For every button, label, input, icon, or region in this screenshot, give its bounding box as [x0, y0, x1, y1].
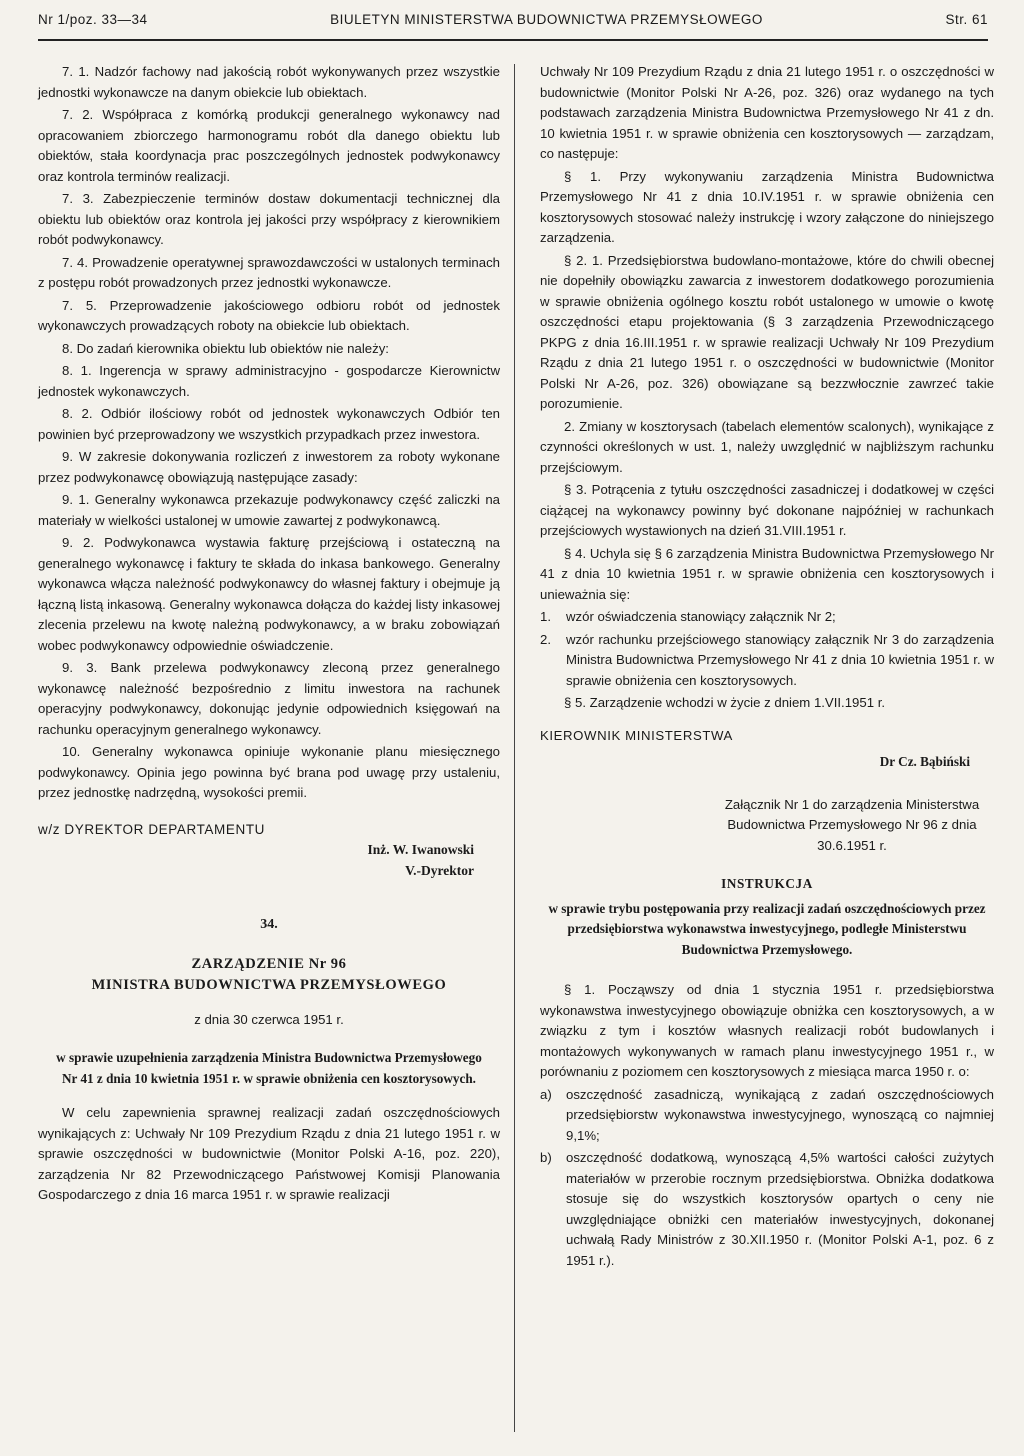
instruction-title: INSTRUKCJA [721, 876, 813, 891]
list-item [540, 1148, 994, 1271]
paragraph-8: 8. Do zadań kierownika obiektu lub obiektów nie należy: [62, 340, 389, 356]
paragraph-7-3: 7. 3. Zabezpieczenie terminów dostaw dokumentacji technicznej dla obiektu lub obiektów oraz kontrola jej jakości przy współpracy z kierownikiem robót podwykonawcy. [38, 191, 500, 247]
paragraph-7-4: 7. 4. Prowadzenie operatywnej sprawozdawczości w ustalonych terminach z postępu robót prowadzonych przez jednostki wykonawcze. [38, 254, 500, 290]
list-item-label: 1. [540, 609, 551, 624]
list-item-text: wzór rachunku przejściowego stanowiący załącznik Nr 3 do zarządzenia Ministra Budownictwa Przemysłowego Nr 41 z dnia 10 kwietnia 1951 r. w sprawie obniżenia cen kosztorysowych. [566, 631, 994, 688]
list-item-text: oszczędność zasadniczą, wynikającą z zadań oszczędnościowych przedsiębiorstw wykonawstwa inwestycyjnego, wynoszącą co najmniej 9,1%; [566, 1086, 994, 1143]
paragraph-9-1: 9. 1. Generalny wykonawca przekazuje podwykonawcy część zaliczki na materiały w wielkości ustalonej w umowie zawartej z podwykonawcą. [38, 492, 500, 528]
annex-note: Załącznik Nr 1 do zarządzenia Ministerstwa Budownictwa Przemysłowego Nr 96 z dnia 30.6.1951 r. [724, 796, 980, 853]
paragraph-9: 9. W zakresie dokonywania rozliczeń z inwestorem za roboty wykonane przez podwykonawcę obowiązują następujące zasady: [38, 449, 500, 485]
column-divider [514, 64, 515, 1432]
order-subject: w sprawie uzupełnienia zarządzenia Ministra Budownictwa Przemysłowego Nr 41 z dnia 10 kwietnia 1951 r. w sprawie obniżenia cen kosztorysowych. [56, 1050, 482, 1086]
order-intro: W celu zapewnienia sprawnej realizacji zadań oszczędnościowych wynikających z: Uchwały Nr 109 Prezydium Rządu z dnia 21 lutego 1951 r. w sprawie oszczędności w budownictwie (Monitor Polski A-16, poz. 220), zarządzenia Nr 82 Przewodniczącego Państwowej Komisji Planowania Gospodarczego z dnia 16 marca 1951 r. w sprawie realizacji [38, 1105, 500, 1202]
signature-role: w/z DYREKTOR DEPARTAMENTU [38, 821, 266, 837]
header-publication-title: BIULETYN MINISTERSTWA BUDOWNICTWA PRZEMYSŁOWEGO [330, 12, 763, 27]
boss-title: KIEROWNIK MINISTERSTWA [540, 727, 733, 743]
section-5: § 5. Zarządzenie wchodzi w życie z dniem 1.VII.1951 r. [564, 695, 886, 710]
paragraph-8-2: 8. 2. Odbiór ilościowy robót od jednostek wykonawczych Odbiór ten powinien być przeprowadzony we wszystkich przypadkach przez inwestora. [38, 406, 500, 442]
list-item-label: a) [540, 1086, 552, 1102]
list-item [540, 1085, 994, 1147]
list-item-text: wzór oświadczenia stanowiący załącznik Nr 2; [566, 609, 836, 624]
section-4: § 4. Uchyla się § 6 zarządzenia Ministra Budownictwa Przemysłowego Nr 41 z dnia 10 kwietnia 1951 r. w sprawie obniżenia cen kosztorysowych i unieważnia się: [540, 545, 994, 602]
paragraph-7-2: 7. 2. Współpraca z komórką produkcji generalnego wykonawcy nad opracowaniem zbiorczego harmonogramu robót dla danego obiektu lub obiektów, stała koordynacja prac poszczególnych jednostek podwykonawcy oraz kontrola terminów realizacji. [38, 107, 500, 184]
paragraph-8-1: 8. 1. Ingerencja w sprawy administracyjno - gospodarcze Kierownictw jednostek wykonawczych. [38, 363, 500, 399]
instruction-section-1: § 1. Począwszy od dnia 1 stycznia 1951 r. przedsiębiorstwa wykonawstwa inwestycyjnego obowiązuje obniżka cen kosztorysowych, a w związku z tym i kosztów własnych realizacji robót budowlanych i montażowych wykonywanych w ramach planu inwestycyjnego 1951 r., w porównaniu z poziomem cen kosztorysowych z miesiąca marca 1950 r. o: [540, 982, 994, 1079]
header-page-number: Str. 61 [945, 12, 988, 27]
paragraph-9-3: 9. 3. Bank przelewa podwykonawcy zleconą przez generalnego wykonawcę należność bezpośrednio z limitu inwestora na rachunek operacyjny podwykonawcy, dokonując jedynie odpowiednich księgowań na rachunku operacyjnym generalnego wykonawcy. [38, 660, 500, 737]
paragraph-10: 10. Generalny wykonawca opiniuje wykonanie planu miesięcznego podwykonawcy. Opinia jego powinna być brana pod uwagę przy ustaleniu, przez jednostkę nadrzędną, wysokości premii. [38, 744, 500, 800]
section-3: § 3. Potrącenia z tytułu oszczędności zasadniczej i dodatkowej w części ciążącej na wykonawcy powinny być dokonane najpóźniej w rachunkach przejściowych wystawionych na dzień 31.VIII.1951 r. [540, 482, 994, 538]
paragraph-7-1: 7. 1. Nadzór fachowy nad jakością robót wykonywanych przez wszystkie jednostki wykonawcze na danym obiekcie lub obiektach. [38, 64, 500, 100]
order-title [38, 954, 500, 996]
order-date: z dnia 30 czerwca 1951 r. [194, 1011, 344, 1027]
header-issue: Nr 1/poz. 33—34 [38, 12, 148, 27]
header-rule [38, 39, 988, 41]
paragraph-7-5: 7. 5. Przeprowadzenie jakościowego odbioru robót od jednostek wykonawczych prowadzących roboty na obiekcie lub obiektach. [38, 297, 500, 333]
signature-block [38, 820, 500, 882]
order-title-line-1: ZARZĄDZENIE Nr 96 [191, 955, 347, 972]
signature-name: Inż. W. Iwanowski [367, 842, 474, 857]
instruction-subtitle: w sprawie trybu postępowania przy realizacji zadań oszczędnościowych przez przedsiębiorstwa wykonawstwa inwestycyjnego, podległe Ministerstwu Budownictwa Przemysłowego. [548, 900, 986, 957]
boss-name: Dr Cz. Bąbiński [879, 754, 970, 769]
section-1: § 1. Przy wykonywaniu zarządzenia Ministra Budownictwa Przemysłowego Nr 41 z dnia 10.IV.1951 r. w sprawie obniżenia cen kosztorysowych stosować należy instrukcję i wzory załączone do niniejszego zarządzenia. [540, 168, 994, 245]
list-item-text: oszczędność dodatkową, wynoszącą 4,5% wartości całości zużytych materiałów w przerobie rocznym przedsiębiorstwa. Obniżka dodatkowa stosuje się do wszystkich kosztorysów opartych o ceny nie uwzględniające obniżki cen materiałów inwestycyjnych, dokonanej uchwałą Rady Ministrów z 30.XII.1950 r. (Monitor Polski A-1, poz. 6 z 1951 r.). [566, 1150, 994, 1268]
right-column [540, 62, 994, 1273]
list-item [540, 630, 994, 692]
left-column [38, 62, 500, 1208]
right-intro: Uchwały Nr 109 Prezydium Rządu z dnia 21 lutego 1951 r. o oszczędności w budownictwie (Monitor Polski Nr A-26, poz. 326) oraz wydanego na tych podstawach zarządzenia Ministra Budownictwa Przemysłowego Nr 41 z dn. 10 kwietnia 1951 r. w sprawie obniżenia cen kosztorysowych — zarządzam, co następuje: [540, 64, 994, 161]
paragraph-9-2: 9. 2. Podwykonawca wystawia fakturę przejściową i ostateczną na generalnego wykonawcę i faktury te składa do inkasa bankowego. Generalny wykonawca włącza należność podwykonawcy do własnej faktury i obejmuje ją łączną listą inkasową. Generalny wykonawca dołącza do każdej listy inkasowej zlecenia przelewu na kwotę należną podwykonawcy, a w braku zobowiązań wobec podwykonawcy odpowiednie oświadczenie. [38, 535, 500, 653]
list-item-label: 2. [540, 631, 551, 647]
list-item [540, 607, 994, 628]
signature-title: V.-Dyrektor [405, 862, 474, 878]
order-number: 34. [260, 917, 278, 932]
list-item-label: b) [540, 1150, 552, 1165]
order-title-line-2: MINISTRA BUDOWNICTWA PRZEMYSŁOWEGO [91, 976, 447, 993]
page-header [38, 12, 988, 36]
section-2-1: § 2. 1. Przedsiębiorstwa budowlano-montażowe, które do chwili obecnej nie dopełniły obowiązku zawarcia z inwestorem dodatkowego porozumienia w sprawie obniżenia ogólnego kosztu robót ustalonego w umowie o kwotę oszczędności etapu projektowania (§ 3 zarządzenia Przewodniczącego PKPG z dnia 16.III.1951 r. w sprawie realizacji Uchwały Nr 109 Prezydium Rządu z dnia 21 lutego 1951 r. o oszczędności w budownictwie (Monitor Polski Nr A-26, poz. 326) obowiązane są bezzwłocznie zawrzeć takie porozumienie. [540, 252, 994, 411]
section-2-2: 2. Zmiany w kosztorysach (tabelach elementów scalonych), wynikające z czynności określonych w ust. 1, należy uwzględnić w najbliższym rachunku przejściowym. [540, 418, 994, 475]
